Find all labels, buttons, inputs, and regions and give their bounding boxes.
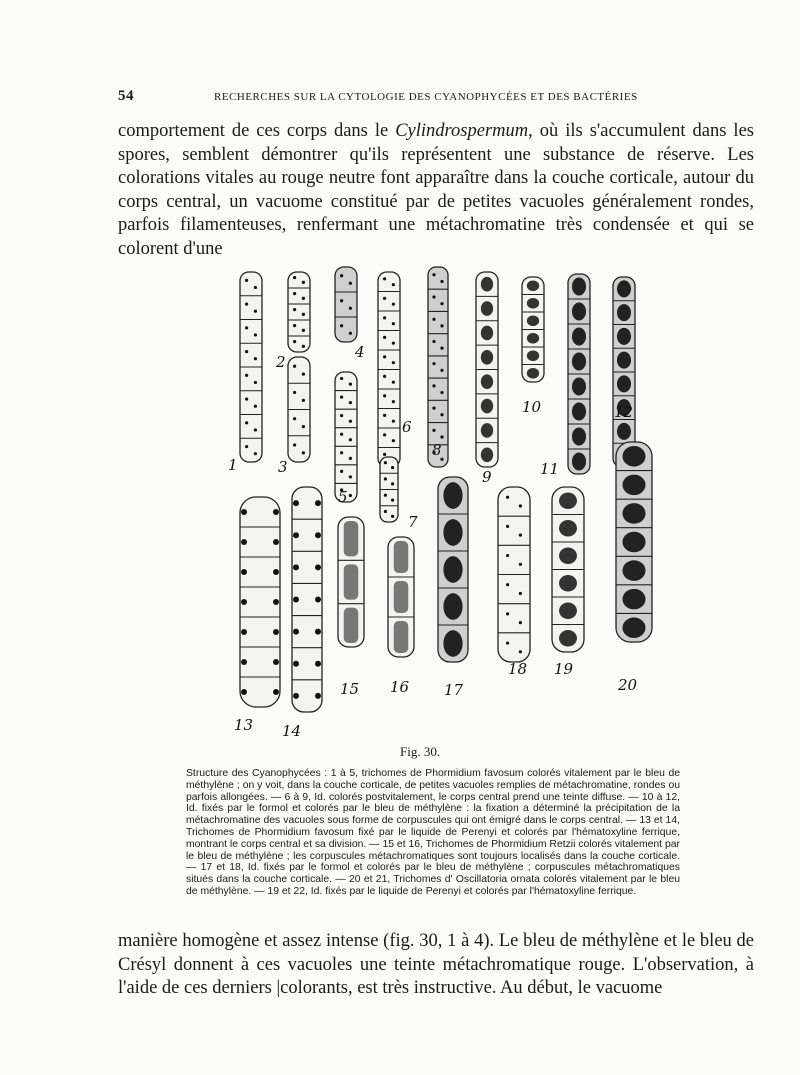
metachromatin-granule <box>432 407 435 410</box>
metachromatin-granule <box>391 466 394 469</box>
metachromatin-granule <box>383 355 386 358</box>
central-body <box>559 603 577 620</box>
metachromatin-granule <box>440 391 443 394</box>
metachromatin-granule <box>245 279 248 282</box>
metachromatin-granule <box>293 340 296 343</box>
metachromatin-granule <box>293 365 296 368</box>
metachromatin-granule <box>302 329 305 332</box>
metachromatin-granule <box>349 457 352 460</box>
metachromatin-granule <box>349 401 352 404</box>
metachromatin-granule <box>383 336 386 339</box>
trichome-4 <box>335 267 357 342</box>
metachromatin-granule <box>302 281 305 284</box>
central-body <box>481 399 493 414</box>
figure-number-1: 1 <box>228 456 238 474</box>
metachromatin-granule <box>384 461 387 464</box>
granule <box>315 629 321 635</box>
central-body <box>443 482 462 509</box>
central-body <box>572 428 586 446</box>
metachromatin-granule <box>340 377 343 380</box>
granule <box>315 500 321 506</box>
central-body <box>572 453 586 471</box>
metachromatin-granule <box>254 333 257 336</box>
metachromatin-granule <box>440 369 443 372</box>
figure-number-5: 5 <box>338 488 348 506</box>
metachromatin-granule <box>440 302 443 305</box>
granule <box>293 693 299 699</box>
metachromatin-granule <box>440 324 443 327</box>
figure-number-8: 8 <box>432 441 442 459</box>
figure-number-10: 10 <box>522 398 542 416</box>
central-body <box>344 564 359 599</box>
figure-number-13: 13 <box>234 716 254 734</box>
metachromatin-granule <box>392 381 395 384</box>
metachromatin-granule <box>293 443 296 446</box>
metachromatin-granule <box>245 302 248 305</box>
figure-number-12: 12 <box>614 403 634 421</box>
central-body <box>394 621 409 653</box>
metachromatin-granule <box>432 340 435 343</box>
metachromatin-granule <box>519 563 522 566</box>
metachromatin-granule <box>302 425 305 428</box>
metachromatin-granule <box>302 451 305 454</box>
central-body <box>443 519 462 546</box>
metachromatin-granule <box>349 420 352 423</box>
metachromatin-granule <box>254 452 257 455</box>
figure-number-17: 17 <box>444 681 464 699</box>
granule <box>315 661 321 667</box>
metachromatin-granule <box>392 361 395 364</box>
central-body <box>344 608 359 643</box>
granule <box>273 569 279 575</box>
metachromatin-granule <box>302 345 305 348</box>
figure-number-4: 4 <box>355 343 365 361</box>
metachromatin-granule <box>432 429 435 432</box>
granule <box>241 599 247 605</box>
metachromatin-granule <box>254 405 257 408</box>
metachromatin-granule <box>392 303 395 306</box>
page-number: 54 <box>118 88 134 104</box>
metachromatin-granule <box>302 372 305 375</box>
metachromatin-granule <box>432 295 435 298</box>
metachromatin-granule <box>302 399 305 402</box>
metachromatin-granule <box>432 273 435 276</box>
metachromatin-granule <box>383 277 386 280</box>
central-body <box>622 589 645 610</box>
granule <box>315 564 321 570</box>
central-body <box>622 446 645 467</box>
metachromatin-granule <box>519 650 522 653</box>
metachromatin-granule <box>349 282 352 285</box>
central-body <box>559 630 577 647</box>
central-body <box>617 328 631 345</box>
figure-number-9: 9 <box>482 468 492 486</box>
paragraph-bottom: manière homogène et assez intense (fig. 30, 1 à 4). Le bleu de méthylène et le bleu de Crésyl donnent à ces vacuoles une teinte métachromatique rouge. L'observation, à l'aide de ces derniers |colorants, est très instructive. Au début, le vacuome <box>118 931 754 998</box>
metachromatin-granule <box>293 417 296 420</box>
metachromatin-granule <box>340 274 343 277</box>
central-body <box>572 378 586 396</box>
central-body <box>559 575 577 592</box>
metachromatin-granule <box>383 433 386 436</box>
trichome-drawings <box>220 262 680 742</box>
granule <box>241 509 247 515</box>
metachromatin-granule <box>383 453 386 456</box>
central-body <box>481 326 493 341</box>
central-body <box>481 374 493 389</box>
central-body <box>344 521 359 556</box>
species-name-italic: Cylindrospermum <box>395 121 529 141</box>
granule <box>293 661 299 667</box>
central-body <box>527 316 539 327</box>
granule <box>293 597 299 603</box>
granule <box>315 693 321 699</box>
metachromatin-granule <box>391 515 394 518</box>
granule <box>241 689 247 695</box>
metachromatin-granule <box>293 308 296 311</box>
paragraph-top-part2: , où ils s'accumulent dans les spores, semblent démontrer qu'ils représentent une substance de réserve. Les colorations vitales au rouge neutre font apparaître dans la couche corticale, autour du corps central, un vacuome constitué par de petites vacuoles généralement rondes, parfois filamenteuses, renfermant une métachromatine très condensée et qui se colorent d'une <box>118 121 754 259</box>
metachromatin-granule <box>506 554 509 557</box>
running-title: RECHERCHES SUR LA CYTOLOGIE DES CYANOPHYCÉES ET DES BACTÉRIES <box>214 91 638 103</box>
granule <box>273 539 279 545</box>
metachromatin-granule <box>340 470 343 473</box>
figure-number-19: 19 <box>554 660 574 678</box>
running-header <box>118 88 758 108</box>
metachromatin-granule <box>340 414 343 417</box>
granule <box>241 659 247 665</box>
central-body <box>572 278 586 296</box>
figure-label: Fig. 30. <box>400 744 441 759</box>
metachromatin-granule <box>254 286 257 289</box>
central-body <box>559 493 577 510</box>
central-body <box>622 617 645 638</box>
metachromatin-granule <box>384 494 387 497</box>
metachromatin-granule <box>340 395 343 398</box>
metachromatin-granule <box>392 322 395 325</box>
metachromatin-granule <box>302 297 305 300</box>
metachromatin-granule <box>440 347 443 350</box>
central-body <box>527 351 539 362</box>
central-body <box>617 375 631 392</box>
metachromatin-granule <box>349 438 352 441</box>
metachromatin-granule <box>506 583 509 586</box>
metachromatin-granule <box>383 375 386 378</box>
central-body <box>443 556 462 583</box>
granule <box>293 500 299 506</box>
metachromatin-granule <box>340 433 343 436</box>
central-body <box>559 520 577 537</box>
metachromatin-granule <box>349 382 352 385</box>
metachromatin-granule <box>254 357 257 360</box>
central-body <box>622 560 645 581</box>
paragraph-top-part1: comportement de ces corps dans le <box>118 121 396 141</box>
central-body <box>617 280 631 297</box>
metachromatin-granule <box>392 283 395 286</box>
metachromatin-granule <box>245 397 248 400</box>
metachromatin-granule <box>440 280 443 283</box>
figure-number-3: 3 <box>278 458 288 476</box>
metachromatin-granule <box>349 494 352 497</box>
metachromatin-granule <box>254 310 257 313</box>
paragraph-top <box>118 120 754 261</box>
central-body <box>617 423 631 440</box>
metachromatin-granule <box>432 362 435 365</box>
metachromatin-granule <box>383 394 386 397</box>
granule <box>293 629 299 635</box>
metachromatin-granule <box>245 374 248 377</box>
metachromatin-granule <box>384 510 387 513</box>
trichome-2 <box>288 272 310 352</box>
metachromatin-granule <box>245 445 248 448</box>
metachromatin-granule <box>349 307 352 310</box>
figure-number-15: 15 <box>340 680 360 698</box>
trichome-6 <box>335 372 357 502</box>
central-body <box>572 403 586 421</box>
central-body <box>559 548 577 565</box>
metachromatin-granule <box>340 324 343 327</box>
metachromatin-granule <box>383 297 386 300</box>
figure-number-14: 14 <box>282 722 302 740</box>
metachromatin-granule <box>391 498 394 501</box>
granule <box>315 597 321 603</box>
central-body <box>481 423 493 438</box>
figure-number-6: 6 <box>402 418 412 436</box>
metachromatin-granule <box>340 451 343 454</box>
metachromatin-granule <box>245 350 248 353</box>
figure-caption: Structure des Cyanophycées : 1 à 5, trichomes de Phormidium favosum colorés vitalement par le bleu de méthylène ; on y voit, dans la couche corticale, de petites vacuoles remplies de métachromatine, rondes ou parfois allongées. — 6 à 9, Id. colorés postvitalement, le corps central prend une teinte diffuse. — 10 à 12, Id. fixés par le formol et colorés par le bleu de méthylène : la fixation a déterminé la précipitation de la métachromatine des vacuoles sous forme de corpuscules qui ont émigré dans le corps central. — 13 et 14, Trichomes de Phormidium favosum fixé par le liquide de Perenyi et colorés par l'hématoxyline ferrique, montrant le corps central et sa division. — 15 et 16, Trichomes de Phormidium Retzii colorés vitalement par le bleu de méthylène ; les corpuscules métachromatiques sont toujours localisés dans la couche corticale. — 17 et 18, Id. fixés par le formol et colorés par le bleu de méthylène ; corpuscules métachromatiques situés dans la couche corticale. — 20 et 21, Trichomes d' Oscillatoria ornata colorés vitalement par le bleu de méthylène. — 19 et 22, Id. fixés par le liquide de Perenyi et colorés par l'hématoxyline ferrique. <box>186 768 680 897</box>
central-body <box>481 277 493 292</box>
figure-number-11: 11 <box>540 460 560 478</box>
metachromatin-granule <box>519 592 522 595</box>
metachromatin-granule <box>392 420 395 423</box>
central-body <box>481 448 493 463</box>
granule <box>241 539 247 545</box>
central-body <box>527 368 539 379</box>
granule <box>241 569 247 575</box>
metachromatin-granule <box>506 496 509 499</box>
metachromatin-granule <box>384 477 387 480</box>
metachromatin-granule <box>519 621 522 624</box>
granule <box>273 599 279 605</box>
central-body <box>617 304 631 321</box>
figure-number-7: 7 <box>408 513 418 531</box>
granule <box>273 509 279 515</box>
metachromatin-granule <box>383 414 386 417</box>
metachromatin-granule <box>293 391 296 394</box>
metachromatin-granule <box>432 384 435 387</box>
granule <box>293 532 299 538</box>
metachromatin-granule <box>506 525 509 528</box>
central-body <box>394 581 409 613</box>
granule <box>241 629 247 635</box>
metachromatin-granule <box>383 316 386 319</box>
metachromatin-granule <box>440 413 443 416</box>
granule <box>273 659 279 665</box>
central-body <box>394 541 409 573</box>
metachromatin-granule <box>349 332 352 335</box>
granule <box>315 532 321 538</box>
metachromatin-granule <box>506 641 509 644</box>
figure-number-16: 16 <box>390 678 410 696</box>
metachromatin-granule <box>349 475 352 478</box>
figure-30-illustration <box>220 262 680 742</box>
central-body <box>527 281 539 292</box>
metachromatin-granule <box>245 421 248 424</box>
metachromatin-granule <box>392 439 395 442</box>
metachromatin-granule <box>432 318 435 321</box>
central-body <box>443 630 462 657</box>
granule <box>293 564 299 570</box>
figure-number-20: 20 <box>618 676 638 694</box>
metachromatin-granule <box>293 292 296 295</box>
central-body <box>481 301 493 316</box>
metachromatin-granule <box>245 326 248 329</box>
metachromatin-granule <box>519 534 522 537</box>
granule <box>273 689 279 695</box>
metachromatin-granule <box>293 324 296 327</box>
central-body <box>572 303 586 321</box>
central-body <box>622 475 645 496</box>
metachromatin-granule <box>506 612 509 615</box>
metachromatin-granule <box>340 299 343 302</box>
central-body <box>572 328 586 346</box>
central-body <box>572 353 586 371</box>
metachromatin-granule <box>440 435 443 438</box>
metachromatin-granule <box>293 276 296 279</box>
central-body <box>622 503 645 524</box>
central-body <box>622 532 645 553</box>
metachromatin-granule <box>302 313 305 316</box>
metachromatin-granule <box>392 342 395 345</box>
granule <box>273 629 279 635</box>
figure-number-18: 18 <box>508 660 528 678</box>
central-body <box>443 593 462 620</box>
trichome-7 <box>428 267 448 467</box>
central-body <box>527 298 539 309</box>
central-body <box>481 350 493 365</box>
metachromatin-granule <box>391 482 394 485</box>
metachromatin-granule <box>254 381 257 384</box>
central-body <box>617 352 631 369</box>
central-body <box>527 333 539 344</box>
metachromatin-granule <box>254 428 257 431</box>
metachromatin-granule <box>392 400 395 403</box>
figure-number-2: 2 <box>276 353 286 371</box>
metachromatin-granule <box>519 504 522 507</box>
